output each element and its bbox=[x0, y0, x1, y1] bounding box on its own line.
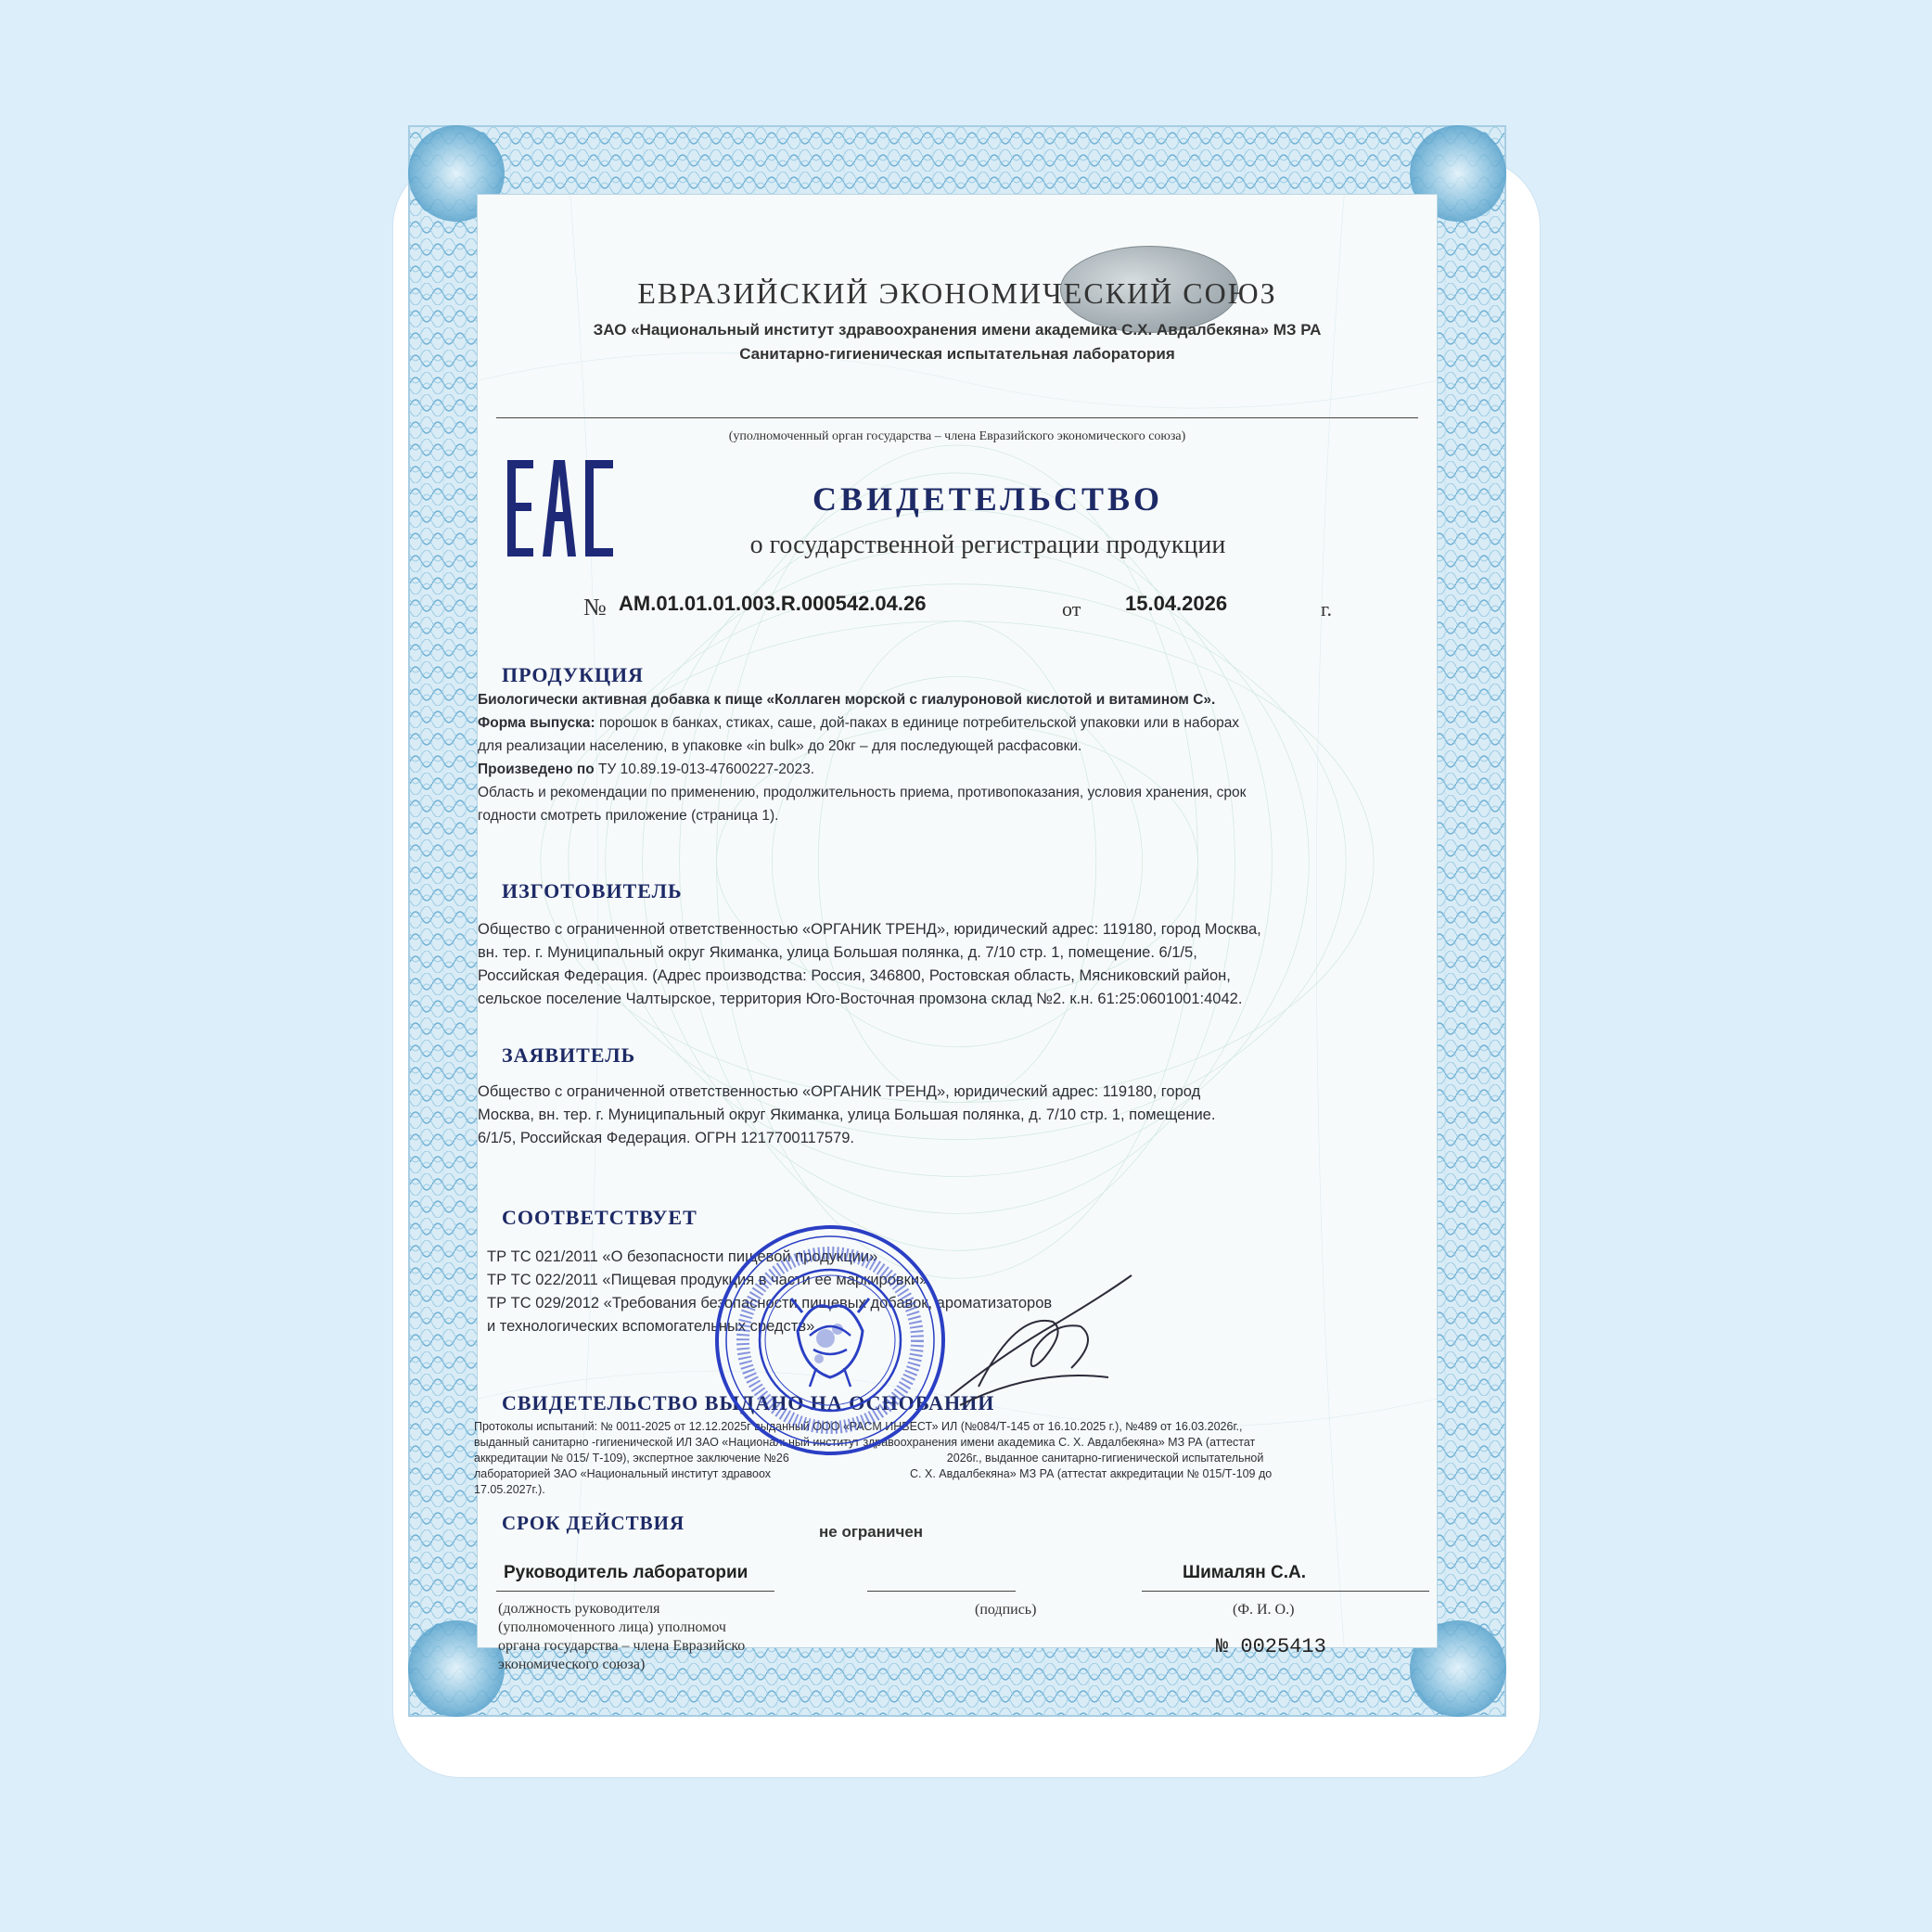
position-caption-1: (должность руководителя bbox=[498, 1601, 660, 1617]
year-suffix: г. bbox=[1321, 597, 1333, 621]
product-name: Биологически активная добавка к пище «Коллаген морской с гиалуроновой кислотой и витамином С». bbox=[478, 692, 1216, 708]
manufacturer-line-1: Общество с ограниченной ответственностью «ОРГАНИК ТРЕНД», юридический адрес: 119180, город Москва, bbox=[478, 921, 1261, 938]
round-stamp bbox=[710, 1220, 951, 1461]
basis-line-4b: С. Х. Авдалбекяна» МЗ РА (аттестат аккредитации № 015/Т-109 до bbox=[910, 1467, 1273, 1480]
signer-name: Шималян С.А. bbox=[1183, 1563, 1307, 1582]
document-subtitle: о государственной регистрации продукции bbox=[749, 531, 1226, 559]
applicant-heading: ЗАЯВИТЕЛЬ bbox=[502, 1043, 636, 1067]
form-text-1: порошок в банках, стиках, саше, дой-паках в единице потребительской упаковки или в наборах bbox=[598, 715, 1240, 731]
position-line bbox=[496, 1591, 774, 1592]
position-caption-2: (уполномоченного лица) уполномоч bbox=[498, 1619, 726, 1635]
manufacturer-line-2: вн. тер. г. Муниципальный округ Якиманка, улица Большая полянка, д. 7/10 стр. 1, помещение. 6/1/5, bbox=[478, 944, 1197, 961]
certificate-body bbox=[474, 194, 1438, 1672]
product-heading: ПРОДУКЦИЯ bbox=[502, 663, 645, 686]
basis-line-3b: 2026г., выданное санитарно-гигиенической испытательной bbox=[946, 1452, 1264, 1465]
number-sign: № bbox=[583, 594, 607, 621]
name-caption: (Ф. И. О.) bbox=[1233, 1602, 1295, 1618]
position-caption-3: органа государства – члена Евразийско bbox=[498, 1638, 746, 1654]
handwritten-signature bbox=[941, 1257, 1145, 1414]
produced-by bbox=[478, 758, 1439, 781]
document-title: СВИДЕТЕЛЬСТВО bbox=[812, 480, 1164, 518]
applicant-line-1: Общество с ограниченной ответственностью «ОРГАНИК ТРЕНД», юридический адрес: 119180, город bbox=[478, 1083, 1201, 1100]
validity-heading: СРОК ДЕЙСТВИЯ bbox=[502, 1512, 685, 1534]
conformity-line-2: ТР ТС 022/2011 «Пищевая продукция в части ее маркировки» bbox=[487, 1272, 928, 1288]
union-title: ЕВРАЗИЙСКИЙ ЭКОНОМИЧЕСКИЙ СОЮЗ bbox=[637, 276, 1277, 310]
manufacturer-line-3: Российская Федерация. (Адрес производства: Россия, 346800, Ростовская область, Мясниковский район, bbox=[478, 967, 1231, 984]
position-caption-4: экономического союза) bbox=[498, 1657, 646, 1672]
scope-line-2: годности смотреть приложение (страница 1). bbox=[478, 808, 779, 824]
date-prefix: от bbox=[1062, 597, 1081, 621]
conformity-line-3: ТР ТС 029/2012 «Требования безопасности пищевых добавок, ароматизаторов bbox=[487, 1295, 1053, 1311]
laboratory-name: Санитарно-гигиеническая испытательная лаборатория bbox=[739, 345, 1175, 363]
basis-line-2: выданный санитарно -гигиенической ИЛ ЗАО «Национальный институт здравоохранения имени академика С. Х. Авдалбекяна» МЗ РА (аттестат bbox=[474, 1436, 1256, 1449]
basis-line-3 bbox=[474, 1451, 1439, 1466]
conformity-heading: СООТВЕТСТВУЕТ bbox=[502, 1206, 697, 1229]
manufacturer-line-4: сельское поселение Чалтырское, территория Юго-Восточная промзона склад №2. к.н. 61:25:0601001:4042. bbox=[478, 991, 1243, 1007]
conformity-line-4: и технологических вспомогательных средств» bbox=[487, 1318, 815, 1335]
form-label: Форма выпуска: bbox=[478, 715, 595, 731]
manufacturer-heading: ИЗГОТОВИТЕЛЬ bbox=[502, 879, 683, 902]
scope-line-1: Область и рекомендации по применению, продолжительность приема, противопоказания, условия хранения, срок bbox=[478, 785, 1247, 800]
applicant-line-3: 6/1/5, Российская Федерация. ОГРН 1217700117579. bbox=[478, 1130, 854, 1146]
authority-line bbox=[496, 417, 1418, 418]
authority-caption: (уполномоченный орган государства – члена Евразийского экономического союза) bbox=[728, 429, 1186, 443]
name-line bbox=[1142, 1591, 1429, 1592]
basis-heading: СВИДЕТЕЛЬСТВО ВЫДАНО НА ОСНОВАНИИ bbox=[502, 1391, 995, 1414]
form-serial-number: № 0025413 bbox=[1216, 1635, 1326, 1658]
institute-name: ЗАО «Национальный институт здравоохранения имени академика С.Х. Авдалбекяна» МЗ РА bbox=[593, 321, 1322, 339]
conformity-line-1: ТР ТС 021/2011 «О безопасности пищевой продукции» bbox=[487, 1248, 878, 1265]
signature-caption: (подпись) bbox=[975, 1602, 1037, 1618]
form-text-2: для реализации населению, в упаковке «in bulk» до 20кг – для последующей расфасовки. bbox=[478, 738, 1082, 754]
produced-label: Произведено по bbox=[478, 761, 595, 777]
certificate bbox=[408, 125, 1506, 1717]
registration-number: AM.01.01.01.003.R.000542.04.26 bbox=[619, 592, 927, 615]
signer-position: Руководитель лаборатории bbox=[504, 1563, 748, 1582]
product-form bbox=[478, 711, 1439, 735]
position-caption bbox=[498, 1600, 745, 1674]
applicant-line-2: Москва, вн. тер. г. Муниципальный округ Якиманка, улица Большая полянка, д. 7/10 стр. 1, помещение. bbox=[478, 1107, 1216, 1123]
basis-line-1: Протоколы испытаний: № 0011-2025 от 12.12.2025г выданный ООО «РАСМ ИНВЕСТ» ИЛ (№084/Т-145 от 16.10.2025 г.), №489 от 16.03.2026г., bbox=[474, 1420, 1243, 1433]
eac-logo bbox=[505, 456, 617, 560]
basis-line-3a: аккредитации № 015/ Т-109), экспертное заключение №26 bbox=[474, 1452, 789, 1465]
basis-line-4 bbox=[474, 1466, 1439, 1482]
produced-text: ТУ 10.89.19-013-47600227-2023. bbox=[598, 761, 815, 777]
registration-date: 15.04.2026 bbox=[1125, 592, 1228, 615]
basis-line-5: 17.05.2027г.). bbox=[474, 1483, 545, 1496]
signature-line bbox=[867, 1591, 1016, 1592]
validity-value: не ограничен bbox=[819, 1523, 924, 1541]
basis-line-4a: лабораторией ЗАО «Национальный институт здравоох bbox=[474, 1467, 772, 1480]
